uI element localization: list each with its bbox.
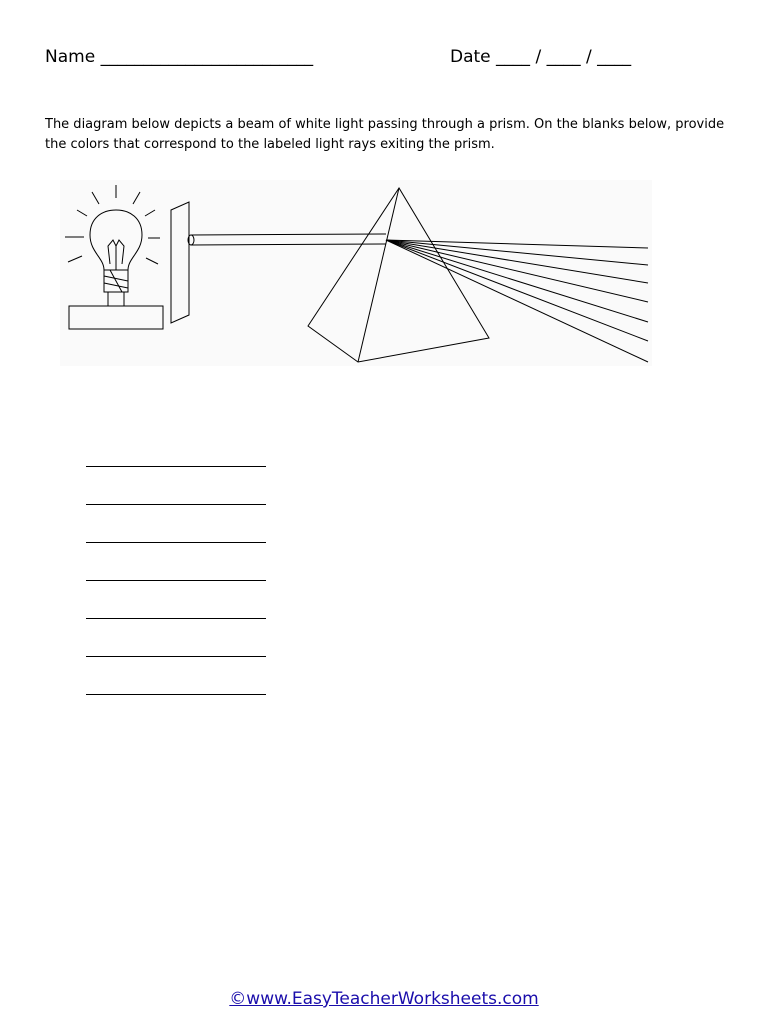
prism-diagram bbox=[60, 180, 652, 366]
name-label: Name bbox=[45, 47, 96, 67]
answer-blanks bbox=[86, 466, 266, 732]
answer-blank[interactable] bbox=[86, 694, 266, 732]
name-field[interactable] bbox=[45, 47, 313, 67]
answer-blank[interactable] bbox=[86, 504, 266, 542]
footer bbox=[0, 989, 768, 1009]
answer-blank[interactable] bbox=[86, 466, 266, 504]
answer-blank[interactable] bbox=[86, 580, 266, 618]
date-field[interactable] bbox=[450, 47, 631, 67]
answer-blank[interactable] bbox=[86, 656, 266, 694]
name-blank[interactable]: _________________________ bbox=[100, 47, 314, 67]
instructions-text: The diagram below depicts a beam of white light passing through a prism. On the blanks below, provide the colors that correspond to the labeled light rays exiting the prism. bbox=[45, 117, 725, 152]
answer-blank[interactable] bbox=[86, 542, 266, 580]
date-label: Date bbox=[450, 47, 491, 67]
footer-link[interactable]: ©www.EasyTeacherWorksheets.com bbox=[229, 989, 539, 1009]
answer-blank[interactable] bbox=[86, 618, 266, 656]
date-blank[interactable]: ____ / ____ / ____ bbox=[496, 47, 632, 67]
